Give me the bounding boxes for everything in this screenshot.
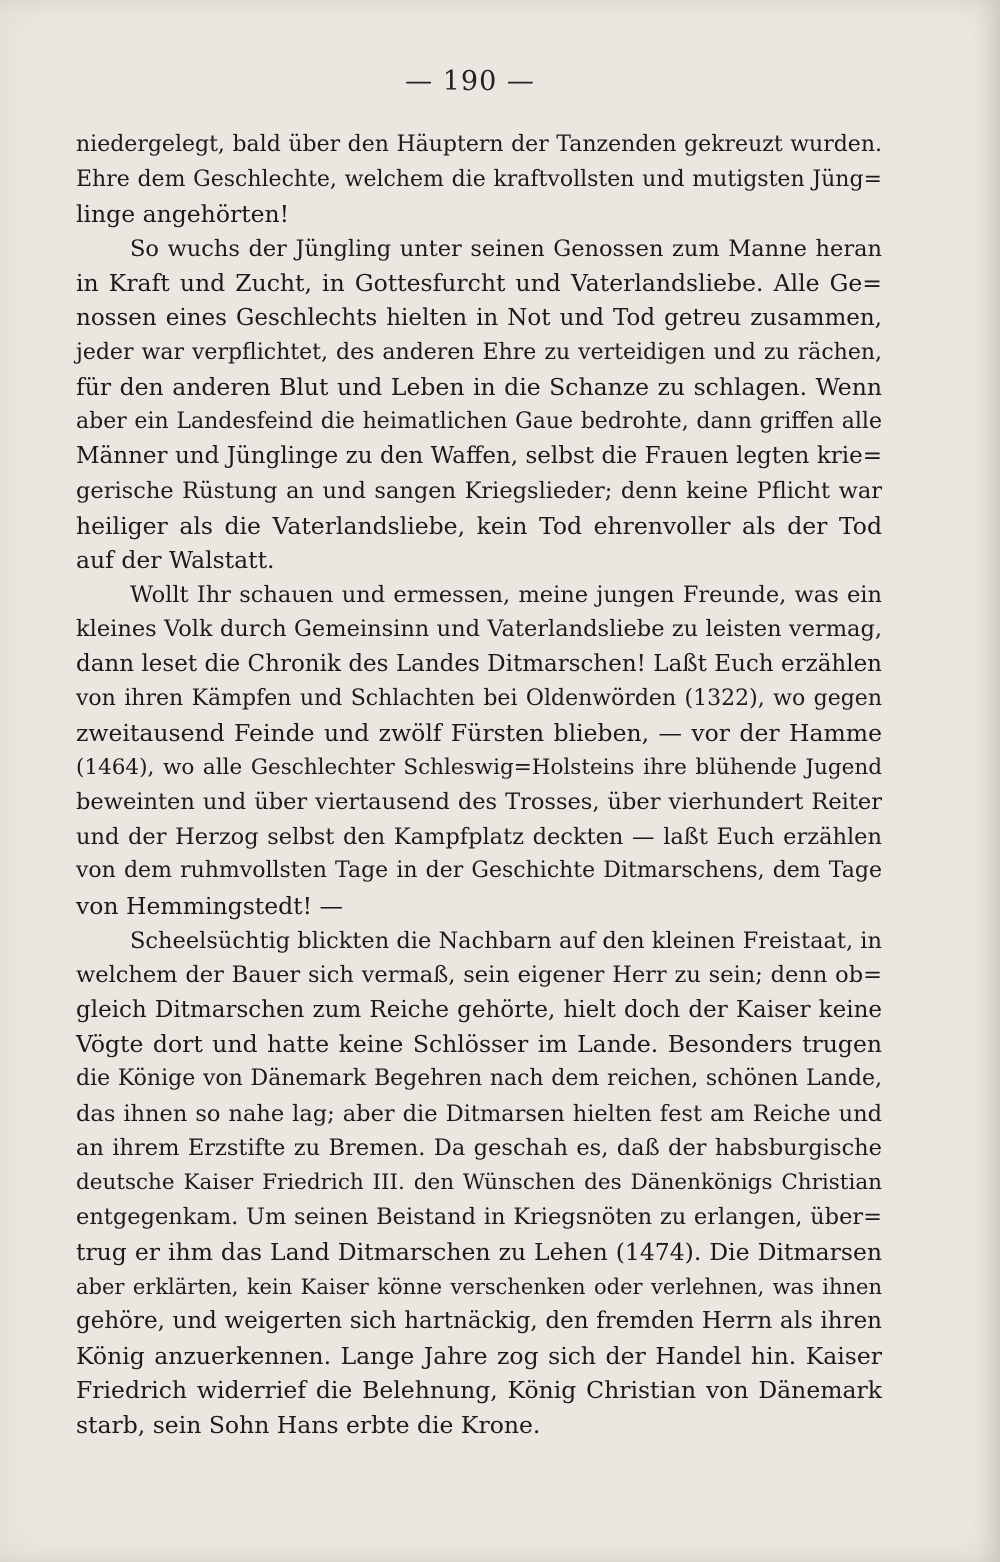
- text-line: (1464), wo alle Geschlechter Schleswig=Holsteins ihre blühende Jugend: [76, 754, 882, 780]
- text-line: So wuchs der Jüngling unter seinen Genossen zum Manne heran: [130, 235, 882, 262]
- text-line: deutsche Kaiser Friedrich III. den Wünschen des Dänenkönigs Christian: [76, 1169, 882, 1195]
- text-line: zweitausend Feinde und zwölf Fürsten blieben, — vor der Hamme: [76, 719, 882, 748]
- text-line: Vögte dort und hatte keine Schlösser im Lande. Besonders trugen: [76, 1030, 882, 1059]
- text-line: König anzuerkennen. Lange Jahre zog sich der Handel hin. Kaiser: [76, 1341, 882, 1370]
- text-line: Wollt Ihr schauen und ermessen, meine jungen Freunde, was ein: [130, 581, 882, 608]
- text-line: von ihren Kämpfen und Schlachten bei Oldenwörden (1322), wo gegen: [76, 685, 882, 711]
- text-line: nossen eines Geschlechts hielten in Not und Tod getreu zusammen,: [76, 304, 882, 331]
- text-line: Friedrich widerrief die Belehnung, König Christian von Dänemark: [76, 1376, 882, 1405]
- text-line: in Kraft und Zucht, in Gottesfurcht und Vaterlandsliebe. Alle Ge=: [76, 269, 882, 298]
- page-number: — 190 —: [405, 66, 535, 97]
- text-line: aber ein Landesfeind die heimatlichen Gaue bedrohte, dann griffen alle: [76, 408, 882, 434]
- text-line: jeder war verpflichtet, des anderen Ehre zu verteidigen und zu rächen,: [76, 339, 882, 365]
- text-line: und der Herzog selbst den Kampfplatz deckten — laßt Euch erzählen: [76, 823, 882, 850]
- text-line: gleich Ditmarschen zum Reiche gehörte, hielt doch der Kaiser keine: [76, 996, 882, 1023]
- text-line: an ihrem Erzstifte zu Bremen. Da geschah es, daß der habsburgische: [76, 1135, 882, 1162]
- text-line: auf der Walstatt.: [76, 546, 275, 575]
- text-line: gehöre, und weigerten sich hartnäckig, den fremden Herrn als ihren: [76, 1308, 882, 1335]
- text-line: Ehre dem Geschlechte, welchem die kraftvollsten und mutigsten Jüng=: [76, 166, 882, 192]
- text-line: niedergelegt, bald über den Häuptern der Tanzenden gekreuzt wurden.: [76, 132, 882, 157]
- text-line: dann leset die Chronik des Landes Ditmarschen! Laßt Euch erzählen: [76, 650, 882, 677]
- text-line: starb, sein Sohn Hans erbte die Krone.: [76, 1410, 541, 1439]
- text-line: für den anderen Blut und Leben in die Schanze zu schlagen. Wenn: [76, 373, 882, 402]
- body-text: [76, 128, 882, 1443]
- text-line: gerische Rüstung an und sangen Kriegslieder; denn keine Pflicht war: [76, 477, 882, 504]
- text-line: entgegenkam. Um seinen Beistand in Kriegsnöten zu erlangen, über=: [76, 1204, 882, 1231]
- text-line: aber erklärten, kein Kaiser könne verschenken oder verlehnen, was ihnen: [76, 1274, 882, 1299]
- text-line: linge angehörten!: [76, 200, 290, 229]
- text-line: Männer und Jünglinge zu den Waffen, selbst die Frauen legten krie=: [76, 443, 882, 470]
- text-line: heiliger als die Vaterlandsliebe, kein Tod ehrenvoller als der Tod: [76, 511, 882, 540]
- text-line: welchem der Bauer sich vermaß, sein eigener Herr zu sein; denn ob=: [76, 962, 882, 989]
- text-line: trug er ihm das Land Ditmarschen zu Lehen (1474). Die Ditmarsen: [76, 1238, 882, 1266]
- text-line: von dem ruhmvollsten Tage in der Geschichte Ditmarschens, dem Tage: [76, 858, 882, 884]
- text-line: kleines Volk durch Gemeinsinn und Vaterlandsliebe zu leisten vermag,: [76, 616, 882, 643]
- text-line: das ihnen so nahe lag; aber die Ditmarsen hielten fest am Reiche und: [76, 1100, 882, 1127]
- text-line: von Hemmingstedt! —: [76, 892, 344, 921]
- text-line: Scheelsüchtig blickten die Nachbarn auf den kleinen Freistaat, in: [130, 927, 882, 954]
- text-line: die Könige von Dänemark Begehren nach dem reichen, schönen Lande,: [76, 1066, 882, 1092]
- text-line: beweinten und über viertausend des Trosses, über vierhundert Reiter: [76, 789, 882, 816]
